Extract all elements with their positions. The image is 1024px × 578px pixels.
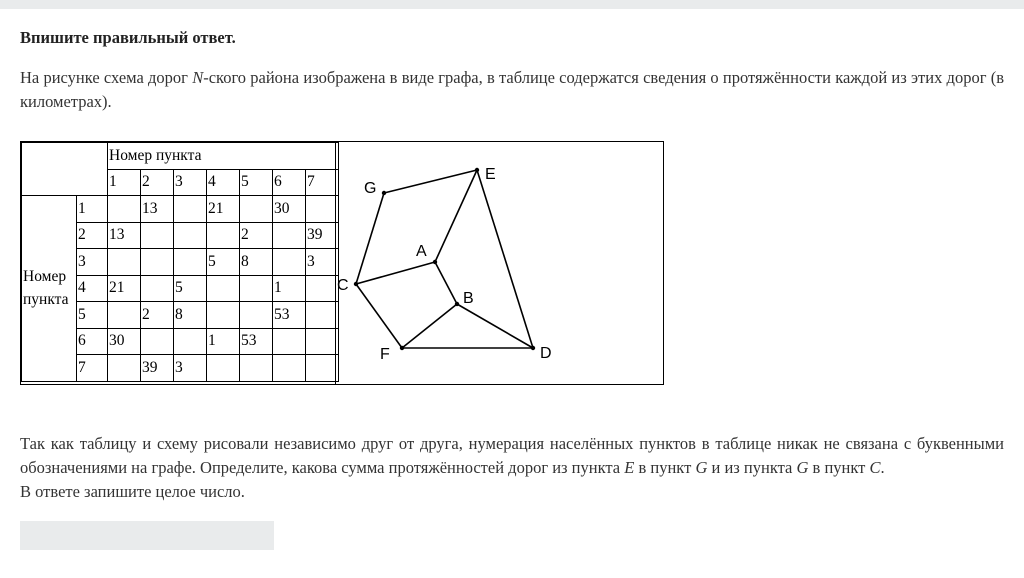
table-cell: [306, 355, 339, 382]
table-cell: 13: [141, 196, 174, 223]
column-number: 2: [141, 169, 174, 196]
question-text: [20, 432, 1004, 480]
intro-text: [20, 66, 1004, 114]
table-cell: [174, 222, 207, 249]
table-cell: 3: [306, 249, 339, 276]
table-cell: [141, 222, 174, 249]
table-cell: 1: [273, 275, 306, 302]
question-part: Так как таблицу и схему рисовали независимо друг от друга, нумерация населённых пунктов в таблице никак не связана с буквенными обозначениями на графе. Определите, какова сумма протяжённостей дорог из пункта: [20, 434, 1004, 477]
column-number: 6: [273, 169, 306, 196]
vertex-b: [455, 302, 459, 306]
graph-svg: [336, 142, 664, 384]
table-cell: [141, 328, 174, 355]
table-cell: 30: [273, 196, 306, 223]
table-cell: 30: [108, 328, 141, 355]
edge-c-f: [356, 284, 402, 348]
edge-g-c: [356, 193, 384, 284]
table-cell: [273, 355, 306, 382]
table-cell: [273, 222, 306, 249]
table-cell: [306, 328, 339, 355]
table-cell: [240, 302, 273, 329]
vertex-label-a: A: [416, 243, 427, 260]
answer-note: В ответе запишите целое число.: [20, 482, 245, 501]
row-number: 5: [77, 302, 108, 329]
table-cell: [207, 275, 240, 302]
edge-e-a: [435, 170, 477, 262]
var-g: G: [796, 458, 809, 477]
vertex-d: [531, 346, 535, 350]
vertex-a: [433, 260, 437, 264]
edge-b-f: [402, 304, 457, 348]
table-cell: 21: [207, 196, 240, 223]
vertex-g: [382, 191, 386, 195]
instruction: Впишите правильный ответ.: [20, 28, 236, 47]
vertex-label-c: C: [337, 277, 349, 294]
row-number: 7: [77, 355, 108, 382]
table-cell: 39: [306, 222, 339, 249]
column-number: 7: [306, 169, 339, 196]
top-bar: [0, 0, 1024, 9]
question-part: в пункт: [634, 458, 696, 477]
vertex-label-b: B: [463, 290, 474, 307]
table-cell: 5: [174, 275, 207, 302]
distance-table: [21, 142, 339, 382]
table-cell: 8: [174, 302, 207, 329]
question-part: в пункт: [808, 458, 870, 477]
side-label: Номер пункта: [22, 196, 77, 382]
answer-input[interactable]: [20, 521, 274, 550]
row-number: 1: [77, 196, 108, 223]
table-cell: [174, 249, 207, 276]
column-number: 1: [108, 169, 141, 196]
table-cell: [240, 275, 273, 302]
question-part: .: [880, 458, 885, 477]
table-body: [22, 196, 339, 382]
vertex-e: [475, 168, 479, 172]
table-cell: [306, 196, 339, 223]
corner-cell: [22, 143, 108, 196]
table-cell: [108, 302, 141, 329]
column-number: 4: [207, 169, 240, 196]
table-cell: [108, 196, 141, 223]
table-cell: 8: [240, 249, 273, 276]
table-cell: [273, 249, 306, 276]
intro-text-part: На рисунке схема дорог: [20, 68, 193, 87]
table-cell: [141, 275, 174, 302]
table-cell: 13: [108, 222, 141, 249]
row-number: 4: [77, 275, 108, 302]
figure: [20, 141, 664, 385]
vertex-f: [400, 346, 404, 350]
table-cell: [108, 355, 141, 382]
vertex-label-d: D: [540, 345, 552, 362]
table-row: [22, 196, 339, 223]
table-cell: 53: [273, 302, 306, 329]
edge-a-b: [435, 262, 457, 304]
var-c: C: [869, 458, 881, 477]
vertex-label-e: E: [485, 166, 496, 183]
vertex-label-g: G: [364, 180, 377, 197]
intro-text-part: -ского района изображена в виде графа, в таблице содержатся сведения о протяжённости каждой из этих дорог (в километрах).: [20, 68, 1004, 111]
table-cell: [207, 302, 240, 329]
table-cell: [240, 196, 273, 223]
table-cell: 5: [207, 249, 240, 276]
table-cell: [207, 222, 240, 249]
table-cell: [108, 249, 141, 276]
vertex-label-f: F: [380, 346, 390, 363]
edge-c-a: [356, 262, 435, 284]
column-number: 3: [174, 169, 207, 196]
table-header-row: [22, 143, 339, 170]
var-n: N: [192, 68, 204, 87]
row-number: 3: [77, 249, 108, 276]
table-cell: [141, 249, 174, 276]
header-label: Номер пункта: [108, 143, 339, 170]
table-cell: [174, 328, 207, 355]
column-number: 5: [240, 169, 273, 196]
table-cell: [207, 355, 240, 382]
edge-g-e: [384, 170, 477, 193]
road-graph: [335, 142, 664, 384]
table-cell: 2: [141, 302, 174, 329]
row-number: 2: [77, 222, 108, 249]
table-cell: [306, 302, 339, 329]
table-cell: 1: [207, 328, 240, 355]
table-cell: 53: [240, 328, 273, 355]
vertex-c: [354, 282, 358, 286]
table-cell: 39: [141, 355, 174, 382]
table-cell: 21: [108, 275, 141, 302]
table-cell: [174, 196, 207, 223]
table-cell: [306, 275, 339, 302]
table-cell: [240, 355, 273, 382]
var-g: G: [695, 458, 708, 477]
question-part: и из пункта: [707, 458, 797, 477]
row-number: 6: [77, 328, 108, 355]
table-cell: 3: [174, 355, 207, 382]
table-cell: [273, 328, 306, 355]
var-e: E: [624, 458, 635, 477]
table-cell: 2: [240, 222, 273, 249]
